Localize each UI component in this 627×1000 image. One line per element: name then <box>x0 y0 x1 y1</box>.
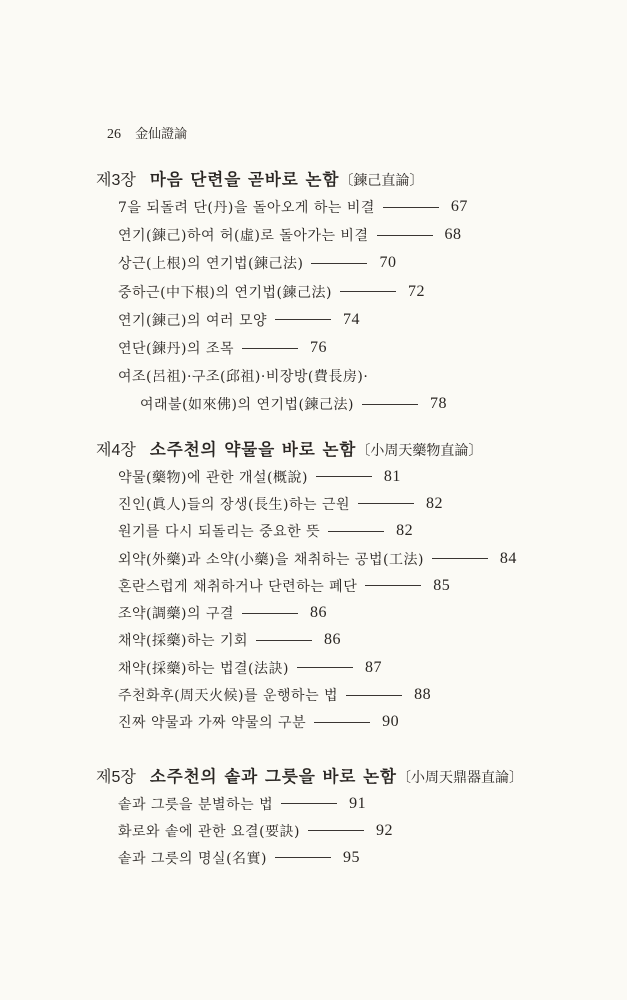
entry-title: 화로와 솥에 관한 요결(要訣) <box>118 823 300 840</box>
chapter-heading <box>96 167 468 193</box>
chapter-4-section <box>96 437 517 736</box>
chapter-heading <box>96 764 523 790</box>
toc-entry[interactable] <box>118 490 517 517</box>
page-number: 26 <box>107 127 121 142</box>
entry-page-number: 67 <box>450 198 468 216</box>
entry-page-number: 86 <box>310 604 327 622</box>
leader-line <box>242 348 298 349</box>
entry-title: 상근(上根)의 연기법(鍊己法) <box>118 256 304 273</box>
entry-page-number: 84 <box>499 549 517 567</box>
entry-page-number: 88 <box>414 686 432 704</box>
entry-title: 혼란스럽게 채취하거나 단련하는 폐단 <box>118 578 358 595</box>
chapter-label: 제3장 <box>96 172 136 189</box>
entry-page-number: 76 <box>310 339 327 357</box>
chapter-label: 제4장 <box>96 442 136 459</box>
chapter-hanja: 〔鍊己直論〕 <box>339 173 424 189</box>
leader-line <box>358 503 414 504</box>
toc-entry[interactable] <box>118 627 517 654</box>
entry-title: 솥과 그릇의 명실(名實) <box>118 850 267 867</box>
toc-entry[interactable] <box>140 390 468 418</box>
entry-page-number: 92 <box>376 821 393 839</box>
leader-line <box>316 476 372 477</box>
toc-entry[interactable] <box>118 193 468 221</box>
entry-title: 채약(採藥)하는 기회 <box>118 633 249 650</box>
leader-line <box>308 830 364 831</box>
entry-title: 조약(調藥)의 구결 <box>118 606 234 623</box>
chapter-title: 마음 단련을 곧바로 논함 <box>149 170 340 189</box>
entry-page-number: 78 <box>429 395 447 413</box>
entry-page-number: 70 <box>379 254 397 272</box>
leader-line <box>275 857 331 858</box>
chapter-title: 소주천의 솥과 그릇을 바로 논함 <box>149 767 397 786</box>
entry-title: 연기(鍊己)하여 허(虛)로 돌아가는 비결 <box>118 228 369 245</box>
entry-title: 여래불(如來佛)의 연기법(鍊己法) <box>140 397 354 414</box>
toc-entry[interactable] <box>118 545 517 572</box>
entry-page-number: 90 <box>382 713 400 731</box>
book-title: 金仙證論 <box>135 127 188 142</box>
leader-line <box>365 585 421 586</box>
leader-line <box>311 263 367 264</box>
leader-line <box>242 613 298 614</box>
entry-page-number: 91 <box>349 794 367 812</box>
leader-line <box>432 558 488 559</box>
toc-entry[interactable] <box>118 249 468 277</box>
entry-page-number: 82 <box>426 494 443 512</box>
entry-title: 진짜 약물과 가짜 약물의 구분 <box>118 715 307 732</box>
leader-line <box>377 235 433 236</box>
leader-line <box>340 291 396 292</box>
entry-title: 연단(鍊丹)의 조목 <box>118 341 234 358</box>
entry-title: 중하근(中下根)의 연기법(鍊己法) <box>118 284 332 301</box>
entry-title: 외약(外藥)과 소약(小藥)을 채취하는 공법(工法) <box>118 551 424 568</box>
toc-entry[interactable] <box>118 681 517 708</box>
leader-line <box>297 667 353 668</box>
toc-entry[interactable] <box>118 463 517 490</box>
toc-entry[interactable] <box>118 221 468 249</box>
leader-line <box>314 722 370 723</box>
chapter-3-section <box>96 167 468 419</box>
leader-line <box>346 695 402 696</box>
toc-entry[interactable] <box>118 599 517 626</box>
entry-title: 원기를 다시 되돌리는 중요한 뜻 <box>118 524 321 541</box>
entry-page-number: 82 <box>396 522 414 540</box>
toc-entry[interactable] <box>118 518 517 545</box>
chapter-label: 제5장 <box>96 769 136 786</box>
leader-line <box>275 319 331 320</box>
entry-page-number: 72 <box>407 282 425 300</box>
entry-page-number: 68 <box>444 226 462 244</box>
chapter-hanja: 〔小周天藥物直論〕 <box>356 443 483 459</box>
entry-title: 연기(鍊己)의 여러 모양 <box>118 312 267 329</box>
toc-entry[interactable] <box>118 362 468 390</box>
toc-entry[interactable] <box>118 709 517 736</box>
leader-line <box>281 803 337 804</box>
entry-title: 약물(藥物)에 관한 개설(概說) <box>118 469 308 486</box>
entry-title: 여조(呂祖)·구조(邱祖)·비장방(費長房)· <box>118 369 369 386</box>
chapter-title: 소주천의 약물을 바로 논함 <box>149 440 357 459</box>
leader-line <box>362 404 418 405</box>
leader-line <box>328 531 384 532</box>
chapter-hanja: 〔小周天鼎器直論〕 <box>397 770 523 786</box>
chapter-heading <box>96 437 517 463</box>
leader-line <box>256 640 312 641</box>
entry-page-number: 86 <box>324 631 342 649</box>
entry-title: 솥과 그릇을 분별하는 법 <box>118 796 274 813</box>
toc-entry[interactable] <box>118 790 523 817</box>
chapter-5-section <box>96 764 523 871</box>
toc-entry[interactable] <box>118 654 517 681</box>
entry-page-number: 87 <box>364 658 382 676</box>
toc-entry[interactable] <box>118 844 523 871</box>
leader-line <box>383 207 439 208</box>
entry-title: 7을 되돌려 단(丹)을 돌아오게 하는 비결 <box>118 200 375 217</box>
toc-entry[interactable] <box>118 306 468 334</box>
toc-entry[interactable] <box>118 278 468 306</box>
entry-title: 주천화후(周天火候)를 운행하는 법 <box>118 688 339 705</box>
entry-page-number: 74 <box>343 310 360 328</box>
entry-title: 채약(採藥)하는 법결(法訣) <box>118 660 289 677</box>
running-header <box>107 123 187 143</box>
entry-title: 진인(眞人)들의 장생(長生)하는 근원 <box>118 496 350 513</box>
entry-page-number: 95 <box>343 848 360 866</box>
toc-entry[interactable] <box>118 334 468 362</box>
toc-entry[interactable] <box>118 572 517 599</box>
entry-page-number: 85 <box>433 576 451 594</box>
toc-entry[interactable] <box>118 817 523 844</box>
entry-page-number: 81 <box>383 467 401 485</box>
